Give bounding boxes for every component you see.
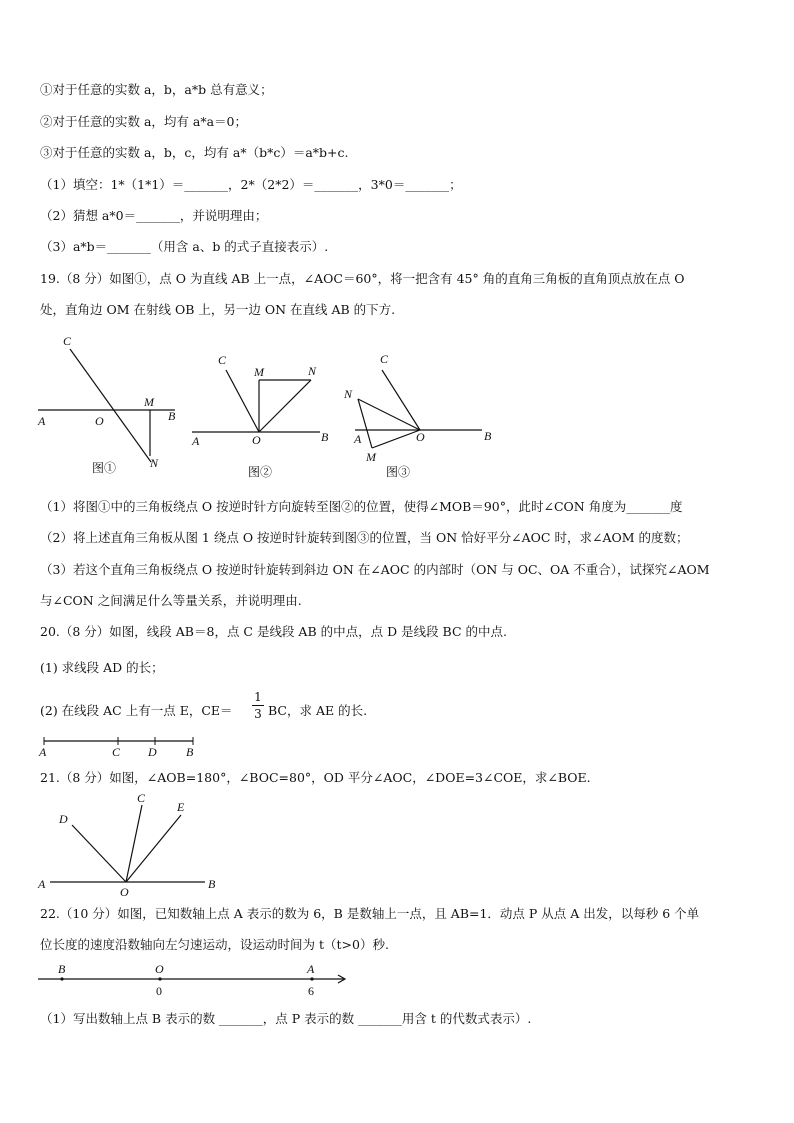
fig1-label-b: B: [168, 409, 176, 423]
q19-part2: （2）将上述直角三角板从图 1 绕点 O 按逆时针旋转到图③的位置，当 ON 恰好平分∠AOC 时，求∠AOM 的度数；: [40, 530, 689, 545]
q19-part1: （1）将图①中的三角板绕点 O 按逆时针方向旋转至图②的位置，使得∠MOB＝90°，此时∠CON 角度为_______度: [40, 499, 683, 514]
q20-part1: (1) 求线段 AD 的长；: [40, 660, 164, 675]
fig2-label-b: B: [321, 430, 329, 444]
condition-2: ②对于任意的实数 a，均有 a*a＝0；: [40, 114, 248, 129]
q20-part2-b: BC，求 AE 的长.: [268, 703, 368, 718]
fig3-label-b: B: [484, 429, 492, 443]
fig1-label-o: O: [95, 414, 104, 428]
fig2-label-m: M: [254, 365, 264, 379]
q19-stem-line2: 处，直角边 OM 在射线 OB 上，另一边 ON 在直线 AB 的下方.: [40, 302, 396, 317]
fig2-label-a: A: [192, 434, 200, 448]
fig3-label-n: N: [344, 387, 353, 401]
fig1-label-c: C: [63, 334, 72, 348]
fig1-caption: 图①: [92, 461, 117, 475]
fig21-label-d: D: [59, 812, 68, 826]
q21-stem: 21.（8 分）如图，∠AOB=180°，∠BOC=80°，OD 平分∠AOC，∠DOE=3∠COE，求∠BOE.: [40, 770, 591, 785]
q19-part3-line1: （3）若这个直角三角板绕点 O 按逆时针旋转到斜边 ON 在∠AOC 的内部时（ON 与 OC、OA 不重合），试探究∠AOM: [40, 562, 710, 577]
fig2-label-n: N: [308, 364, 317, 378]
q20-part2-a: (2) 在线段 AC 上有一点 E，CE＝: [40, 703, 233, 718]
fig3-label-c: C: [380, 352, 389, 366]
fig2-label-c: C: [218, 353, 227, 367]
q19-part3-line2: 与∠CON 之间满足什么等量关系，并说明理由.: [40, 593, 302, 608]
fig21-label-c: C: [137, 791, 146, 805]
fig3-label-m: M: [366, 450, 376, 464]
fig21-label-e: E: [177, 800, 185, 814]
q18-part1: （1）填空：1*（1*1）＝_______，2*（2*2）＝_______，3*0＝_______；: [40, 177, 462, 192]
q18-part2: （2）猜想 a*0＝_______，并说明理由；: [40, 208, 268, 223]
fig3-label-o: O: [416, 430, 425, 444]
fig1-label-n: N: [150, 456, 159, 470]
fig2-label-o: O: [252, 433, 261, 447]
fig22-tick-6: 6: [308, 984, 314, 998]
fraction-denominator: 3: [254, 707, 262, 721]
q22-part1: （1）写出数轴上点 B 表示的数 _______，点 P 表示的数 _______用含 t 的代数式表示）.: [40, 1011, 532, 1026]
fig20-label-d: D: [148, 745, 157, 759]
q20-stem: 20.（8 分）如图，线段 AB＝8，点 C 是线段 AB 的中点，点 D 是线段 BC 的中点.: [40, 624, 507, 639]
fig1-label-m: M: [144, 395, 154, 409]
fig2-caption: 图②: [248, 465, 273, 479]
fig3-caption: 图③: [386, 465, 411, 479]
fig21-label-a: A: [38, 877, 46, 891]
q18-part3: （3）a*b＝_______（用含 a、b 的式子直接表示）.: [40, 239, 329, 254]
fraction-numerator: 1: [254, 690, 262, 704]
fig22-label-b: B: [58, 962, 66, 976]
q22-stem-line2: 位长度的速度沿数轴向左匀速运动，设运动时间为 t（t>0）秒.: [40, 937, 389, 952]
q22-stem-line1: 22.（10 分）如图，已知数轴上点 A 表示的数为 6，B 是数轴上一点，且 AB=1．动点 P 从点 A 出发，以每秒 6 个单: [40, 906, 700, 921]
q19-stem-line1: 19.（8 分）如图①，点 O 为直线 AB 上一点，∠AOC＝60°，将一把含有 45° 角的直角三角板的直角顶点放在点 O: [40, 271, 685, 286]
condition-1: ①对于任意的实数 a，b，a*b 总有意义；: [40, 82, 273, 97]
fig3-label-a: A: [354, 432, 362, 446]
fig21-label-o: O: [120, 885, 129, 899]
fig22-label-a: A: [307, 962, 315, 976]
fig1-label-a: A: [38, 414, 46, 428]
fig20-label-a: A: [39, 745, 47, 759]
fig21-label-b: B: [208, 877, 216, 891]
condition-3: ③对于任意的实数 a，b，c，均有 a*（b*c）＝a*b+c.: [40, 145, 349, 160]
fig20-label-c: C: [112, 745, 121, 759]
fig20-label-b: B: [186, 745, 194, 759]
fig22-tick-0: 0: [156, 984, 162, 998]
fig22-label-o: O: [155, 962, 164, 976]
